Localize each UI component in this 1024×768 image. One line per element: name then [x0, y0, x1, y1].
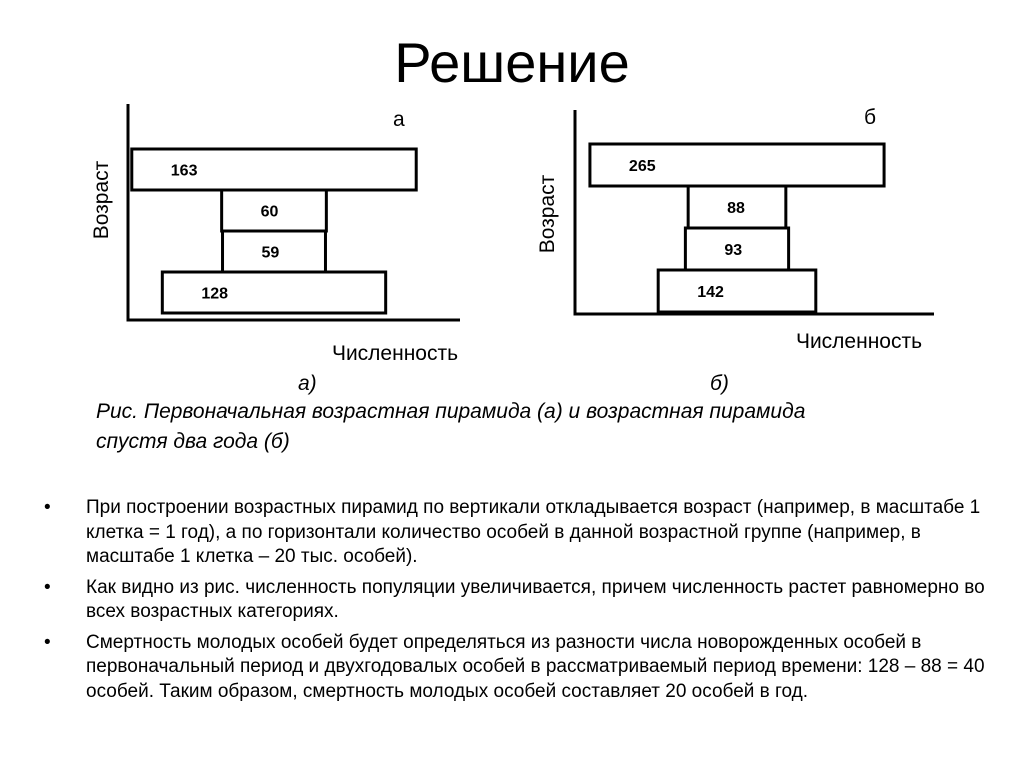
bar-value-label: 142	[697, 284, 724, 301]
bar-value-label: 59	[261, 244, 280, 262]
bullet-item: • Как видно из рис. численность популяции увеличивается, причем численность растет равномерно во всех возрастных категориях.	[44, 576, 1004, 625]
bullet-item: • При построении возрастных пирамид по вертикали откладывается возраст (например, в масштабе 1 клетка = 1 год), а по горизонтали количество особей в данной возрастной группе (например, в масштабе 1 клетка – 20 тыс. особей).	[44, 496, 1004, 570]
pyramid-bar	[658, 270, 816, 312]
bar-value-label: 163	[170, 162, 198, 180]
figure-a-label: а)	[298, 372, 317, 395]
x-axis-label: Численность	[331, 342, 459, 365]
figure-caption-line-2: спустя два года (б)	[96, 430, 290, 453]
bar-value-label: 265	[628, 158, 656, 175]
y-axis-label: Возраст	[90, 160, 113, 240]
y-axis-label: Возраст	[536, 174, 559, 254]
bar-value-label: 88	[727, 200, 745, 217]
chart-title: а	[393, 108, 405, 131]
figure-b-label: б)	[710, 372, 729, 395]
chart-title: б	[864, 106, 877, 129]
bullet-item: • Смертность молодых особей будет определяться из разности числа новорожденных особей в первоначальный период и двухгодовалых особей в рассматриваемый период времени: 128 – 88 = 40 особей. Таким образом, смертность молодых особей составляет 20 особей в год.	[44, 631, 1004, 705]
bullet-list	[44, 496, 1004, 710]
x-axis-label: Численность	[795, 330, 923, 353]
bar-value-label: 93	[724, 242, 743, 259]
slide-title: Решение	[394, 31, 630, 94]
bar-value-label: 60	[260, 203, 279, 221]
bar-value-label: 128	[201, 285, 229, 303]
figure-caption-line-1: Рис. Первоначальная возрастная пирамида (а) и возрастная пирамида	[96, 400, 806, 423]
